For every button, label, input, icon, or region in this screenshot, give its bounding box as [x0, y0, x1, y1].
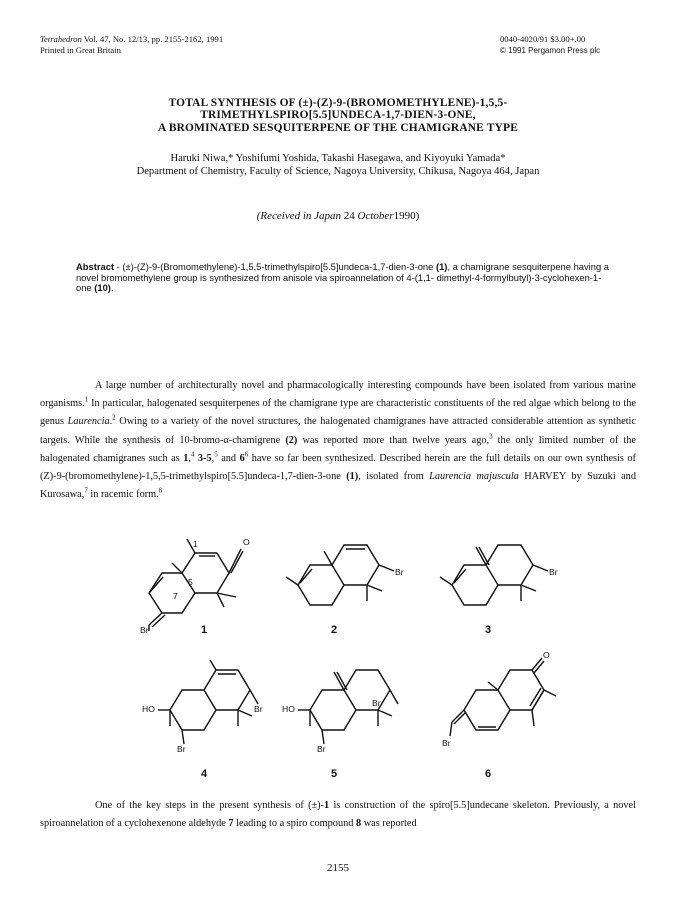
- abstract-compound-10: (10): [94, 282, 111, 294]
- compound-label-6: 6: [485, 768, 492, 780]
- abstract-text-2: sesquiterpene having a novel bromomethylene group is synthesized from anisole via spiroannelation of 4-(1,1-: [76, 261, 610, 283]
- author-names: Haruki Niwa,* Yoshifumi Yoshida, Takashi Hasegawa, and Kiyoyuki Yamada*: [170, 153, 506, 164]
- running-header-left: [40, 34, 223, 56]
- atom-oxygen: O: [543, 650, 550, 660]
- atom-oxygen: O: [243, 537, 250, 547]
- structure-3-drawing: [426, 525, 576, 635]
- introduction-paragraph: [40, 377, 636, 504]
- text: Owing to a variety of the novel structures, the halogenated chamigranes have attracted considerable attention as synthetic targets. While the synthesis of 10-bromo-α-chamigrene: [40, 416, 636, 446]
- received-year: 1990): [393, 210, 420, 222]
- atom-bromine: Br: [140, 625, 149, 635]
- structure-1: [132, 525, 282, 635]
- text: is construction of the spiro[5.5]undecane skeleton. Previously, a novel spiroannelation of a cyclohexenone aldehyde: [40, 800, 636, 830]
- atom-bromine-lower: Br: [177, 744, 186, 754]
- structure-4: [132, 650, 282, 760]
- title-line-2: TRIMETHYLSPIRO[5.5]UNDECA-1,7-DIEN-3-ONE,: [200, 109, 476, 122]
- synthesis-paragraph: [40, 797, 636, 833]
- atom-bromine: Br: [254, 704, 263, 714]
- copyright-line: © 1991 Pergamon Press plc: [500, 46, 601, 55]
- running-header-right: [500, 34, 600, 56]
- ref-superscript: 4: [190, 450, 195, 459]
- abstract-compound-1: (1): [435, 261, 448, 272]
- title-line-1: TOTAL SYNTHESIS OF (±)-(Z)-9-(BROMOMETHYLENE)-1,5,5-: [168, 97, 508, 109]
- abstract-end: .: [110, 282, 114, 294]
- locant-7: 7: [173, 591, 178, 601]
- atom-bromine: Br: [442, 738, 451, 748]
- compound-label-2: 2: [331, 624, 338, 636]
- locant-5: 5: [188, 577, 193, 587]
- compound-label-5: 5: [331, 768, 338, 780]
- text: One of the key steps in the present synthesis of (±)-: [95, 800, 325, 811]
- atom-bromine: Br: [395, 567, 404, 577]
- abstract: [76, 262, 616, 294]
- paragraph-2: [40, 797, 636, 833]
- text: and: [217, 452, 240, 464]
- species-name: Laurencia majuscula: [429, 471, 519, 483]
- genus-name: Laurencia: [67, 416, 110, 428]
- article-code: 0040-4020/91 $3.00+.00: [500, 34, 586, 44]
- atom-bromine-lower: Br: [317, 744, 326, 754]
- compound-ref: 1: [324, 800, 330, 811]
- ref-superscript: 5: [214, 450, 218, 459]
- compound-ref: (1): [346, 471, 359, 483]
- text: have so far been synthesized. Described herein are the full details on our own synthesis of (Z)-9-(bromomethylene)-1,5,5-trimethylspiro[5.5]undeca-1,7-dien-3-one: [40, 452, 636, 483]
- journal-citation: Vol. 47, No. 12/13, pp. 2155-2162, 1991: [83, 34, 224, 44]
- printed-in: Printed in Great Britain: [40, 45, 121, 55]
- structure-2-drawing: [272, 525, 422, 635]
- text: HARVEY by Suzuki and Kurosawa,: [40, 471, 636, 501]
- article-title: [60, 97, 616, 134]
- structure-1-drawing: [132, 525, 282, 635]
- received-prefix: (Received in Japan: [256, 210, 344, 222]
- compound-label-4: 4: [201, 768, 208, 780]
- structure-5: [272, 650, 422, 760]
- text: In particular, halogenated sesquiterpenes of the chamigrane type are characteristic constituents of the red algae which belong to the genus: [40, 398, 636, 428]
- text: A large number of architecturally novel and pharmacologically interesting compounds have been isolated from various marine organisms.: [40, 380, 636, 410]
- atom-bromine: Br: [549, 567, 558, 577]
- structure-6: [426, 650, 576, 760]
- received-day: 24: [343, 210, 355, 222]
- ref-superscript: 3: [489, 432, 493, 441]
- compound-label-1: 1: [201, 624, 208, 636]
- title-line-3: A BROMINATED SESQUITERPENE OF THE CHAMIGRANE TYPE: [157, 121, 518, 134]
- paragraph-1: A large number of architecturally novel and pharmacologically interesting compounds have been isolated from various marine organisms.$^1$ In particular, halogenated sesquiterpenes of the chamigrane type are characteristic constituents of the red algae which belong to the genus Laurencia.$^2$ Owing to a variety of the novel structures, the halogenated chamigranes have attracted considerable attention as synthetic targets. While the synthesis of 10-bromo-α-chamigrene (2) was reported more than twelve years ago,$^3$ the only limited number of the halogenated chamigranes such as 1,$^4$ 3-5,$^5$ and $6^6$ have so far been synthesized. Described herein are the full details on our own synthesis of (Z)-9-(bromomethylene)-1,5,5-trimethylspiro[5.5]undeca-1,7-dien-3-one (1), isolated from Laurencia majuscula HARVEY by Suzuki and Kurosawa,$^7$ in racemic form.$^8$: [40, 380, 636, 501]
- ref-superscript: 2: [112, 413, 116, 422]
- ref-superscript: 6: [244, 450, 249, 459]
- compound-ref: 3-5: [194, 452, 212, 464]
- abstract-text-3: dimethyl-4-formylbutyl)-3-cyclohexen-1-one: [76, 271, 602, 294]
- ref-superscript: 7: [84, 486, 88, 495]
- page-number: 2155: [327, 862, 349, 874]
- compound-ref: 8: [355, 818, 362, 830]
- compound-ref: 6: [239, 452, 245, 464]
- compound-ref: 1: [183, 452, 189, 464]
- compound-ref: 7: [228, 818, 234, 830]
- received-date: [40, 210, 636, 222]
- compound-label-3: 3: [485, 624, 492, 636]
- abstract-text-1b: , a chamigrane: [447, 261, 510, 272]
- abstract-text-1: - (±)-(Z)-9-(Bromomethylene)-1,5,5-trimethylspiro[5.5]undeca-1,7-dien-3-one: [114, 261, 436, 272]
- text: leading to a spiro compound: [233, 818, 356, 830]
- compound-ref: (2): [285, 434, 298, 446]
- structure-2: [272, 525, 422, 635]
- abstract-label: Abstract: [76, 261, 115, 272]
- ref-superscript: 1: [84, 395, 89, 404]
- text: in racemic form.: [87, 489, 159, 501]
- text: , isolated from: [358, 471, 430, 483]
- received-month: October: [354, 210, 394, 222]
- structure-3: [426, 525, 576, 635]
- text: was reported: [361, 818, 417, 830]
- text: the only limited number of the halogenated chamigranes such as: [40, 434, 636, 464]
- text: was reported more than twelve years ago,: [297, 434, 490, 446]
- atom-bromine: Br: [372, 698, 381, 708]
- journal-name: Tetrahedron: [40, 34, 82, 44]
- locant-1: 1: [193, 539, 198, 549]
- atom-hydroxyl: HO: [282, 704, 295, 714]
- atom-hydroxyl: HO: [142, 704, 155, 714]
- author-block: [40, 152, 636, 178]
- ref-superscript: 8: [158, 486, 163, 495]
- affiliation: Department of Chemistry, Faculty of Science, Nagoya University, Chikusa, Nagoya 464, Japan: [136, 166, 540, 177]
